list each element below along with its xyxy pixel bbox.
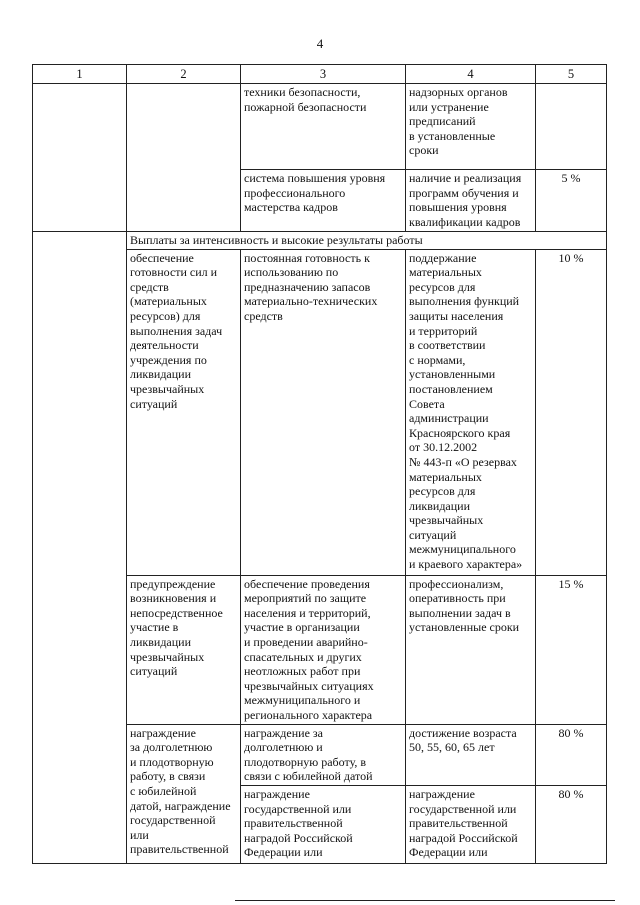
table-cell: награждение за долголетнюю и плодотворную работу, в связи с юбилейной датой, награждение государственной или правительственной (127, 724, 241, 863)
table-cell: 80 % (536, 785, 607, 863)
column-header: 2 (127, 65, 241, 84)
table-cell: 5 % (536, 170, 607, 232)
table-row (33, 84, 607, 170)
table-cell: надзорных органов или устранение предписаний в установленные сроки (406, 84, 536, 170)
table-cell: профессионализм, оперативность при выполнении задач в установленные сроки (406, 575, 536, 724)
table-cell: награждение государственной или правительственной наградой Российской Федерации или (241, 785, 406, 863)
table-cell (536, 84, 607, 170)
table-cell: 10 % (536, 249, 607, 575)
table-cell (33, 232, 127, 864)
table-cell: достижение возраста 50, 55, 60, 65 лет (406, 724, 536, 785)
column-header: 5 (536, 65, 607, 84)
section-title: Выплаты за интенсивность и высокие результаты работы (127, 232, 607, 250)
table-cell: постоянная готовность к использованию по предназначению запасов материально-технических средств (241, 249, 406, 575)
column-header: 4 (406, 65, 536, 84)
section-row (33, 232, 607, 250)
page-number: 4 (316, 36, 324, 51)
table-cell: 80 % (536, 724, 607, 785)
payments-table (32, 64, 607, 864)
table-cell (33, 84, 127, 232)
page-bottom-rule (235, 900, 615, 901)
table-header-row (33, 65, 607, 84)
table-cell: наличие и реализация программ обучения и повышения уровня квалификации кадров (406, 170, 536, 232)
column-header: 3 (241, 65, 406, 84)
table-cell: предупреждение возникновения и непосредственное участие в ликвидации чрезвычайных ситуаций (127, 575, 241, 724)
table-cell: поддержание материальных ресурсов для выполнения функций защиты населения и территорий в соответствии с нормами, установленными постановлением Совета администрации Красноярского края от 30.12.2002 № 443-п «О резервах материальных ресурсов для ликвидации чрезвычайных ситуаций межмуниципального и краевого характера» (406, 249, 536, 575)
table-cell: система повышения уровня профессионального мастерства кадров (241, 170, 406, 232)
table-cell: обеспечение готовности сил и средств (материальных ресурсов) для выполнения задач деятельности учреждения по ликвидации чрезвычайных ситуаций (127, 249, 241, 575)
table-cell: 15 % (536, 575, 607, 724)
column-header: 1 (33, 65, 127, 84)
table-cell: награждение за долголетнюю и плодотворную работу, в связи с юбилейной датой (241, 724, 406, 785)
table-cell: обеспечение проведения мероприятий по защите населения и территорий, участие в организации и проведении аварийно- спасательных и других неотложных работ при чрезвычайных ситуациях межмуниципального и регионального характера (241, 575, 406, 724)
table-cell (127, 84, 241, 232)
table-cell: награждение государственной или правительственной наградой Российской Федерации или (406, 785, 536, 863)
table-cell: техники безопасности, пожарной безопасности (241, 84, 406, 170)
